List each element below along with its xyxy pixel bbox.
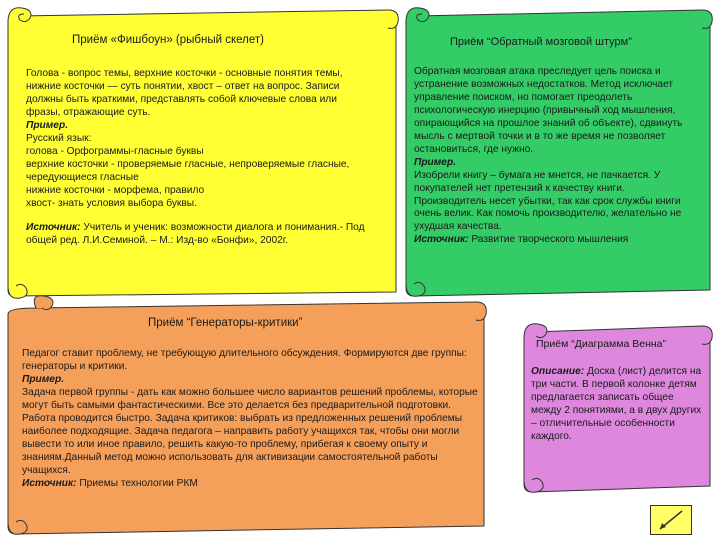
- brainstorm-example-text: Изобрели книгу – бумага не мнется, не пачкается. У покупателей нет претензий к качеству книги. Производитель несет убытки, так как срок службы книги очень велик. Как помочь производителю, желательно не ухудшая качества.: [414, 169, 682, 233]
- fishbone-example-line: Русский язык:: [26, 132, 92, 144]
- venn-description: [531, 366, 703, 444]
- generators-source-text: Приемы технологии РКМ: [76, 477, 198, 489]
- venn-scroll: [512, 314, 720, 500]
- generators-body: [22, 348, 480, 490]
- venn-desc-label: Описание:: [531, 366, 585, 377]
- venn-title: Приём “Диаграмма Венна”: [536, 338, 667, 350]
- brainstorm-source: [414, 234, 700, 247]
- fishbone-example-line: хвост- знать условия выбора буквы.: [26, 197, 197, 209]
- venn-body: [531, 366, 703, 444]
- fishbone-title: Приём «Фишбоун» (рыбный скелет): [72, 34, 264, 46]
- venn-desc-text: Доска (лист) делится на три части. В первой колонке детям предлагается записать общее между 2 понятиями, а в двух других – отличительные особенности каждого.: [531, 366, 702, 442]
- brainstorm-title: Приём “Обратный мозговой штурм”: [450, 36, 632, 48]
- fishbone-example-label: Пример.: [26, 119, 69, 131]
- generators-title: Приём “Генераторы-критики”: [148, 317, 303, 329]
- generators-example-text: Задача первой группы - дать как можно большее число вариантов решений проблемы, которые могут быть самыми фантастическими. Все это делается без предварительной подготовки. Работа проводится быстро. Задача критиков: выбрать из предложенных решений проблемы наиболее подходящие. Задача педагога – направить работу учащихся так, чтобы они могли вывести то или иное правило, решить какую-то проблему, прибегая к своему опыту и знаниям.Данный метод можно использовать для активизации самостоятельной работы учащихся.: [22, 386, 478, 476]
- brainstorm-body: [414, 66, 700, 247]
- fishbone-example-line: нижние косточки - морфема, правило: [26, 184, 205, 196]
- fishbone-source: [26, 222, 374, 248]
- checkbox-icon: [650, 505, 692, 535]
- brainstorm-example-label: Пример.: [414, 156, 457, 168]
- brainstorm-scroll: [398, 0, 720, 300]
- generators-description: Педагог ставит проблему, не требующую длительного обсуждения. Формируются две группы: генераторы и критики.: [22, 348, 467, 372]
- fishbone-source-text: Учитель и ученик: возможности диалога и понимания.- Под общей ред. Л.И.Семиной. – М.: Изд-во «Бонфи», 2002г.: [26, 222, 365, 247]
- fishbone-scroll: [0, 0, 400, 300]
- generators-source: [22, 478, 480, 491]
- generators-source-label: Источник:: [22, 477, 77, 489]
- brainstorm-source-text: Развитие творческого мышления: [468, 234, 629, 246]
- fishbone-source-label: Источник:: [26, 222, 81, 234]
- generators-scroll: [0, 290, 500, 540]
- next-slide-button[interactable]: [650, 505, 692, 535]
- fishbone-example-line: голова - Орфограммы-гласные буквы: [26, 145, 204, 157]
- brainstorm-source-label: Источник:: [414, 234, 469, 246]
- generators-example-label: Пример.: [22, 373, 65, 385]
- brainstorm-description: Обратная мозговая атака преследует цель поиска и устранение возможных недостатков. Метод исключает управление поиском, но помогает преодолеть психологическую инерцию (привычный ход мышления, опирающийся на прошлое знаний об объекте), сдвинуть мысль с мертвой точки и в то же время не позволяет остановиться, где нужно.: [414, 66, 683, 155]
- fishbone-body: [26, 68, 374, 248]
- fishbone-description: Голова - вопрос темы, верхние косточки - основные понятия темы, нижние косточки — суть понятии, хвост – ответ на вопрос. Записи должны быть краткими, представлять собой ключевые слова или фразы, отражающие суть.: [26, 68, 343, 118]
- fishbone-example-line: верхние косточки - проверяемые гласные, непроверяемые гласные, чередующиеся гласные: [26, 158, 350, 183]
